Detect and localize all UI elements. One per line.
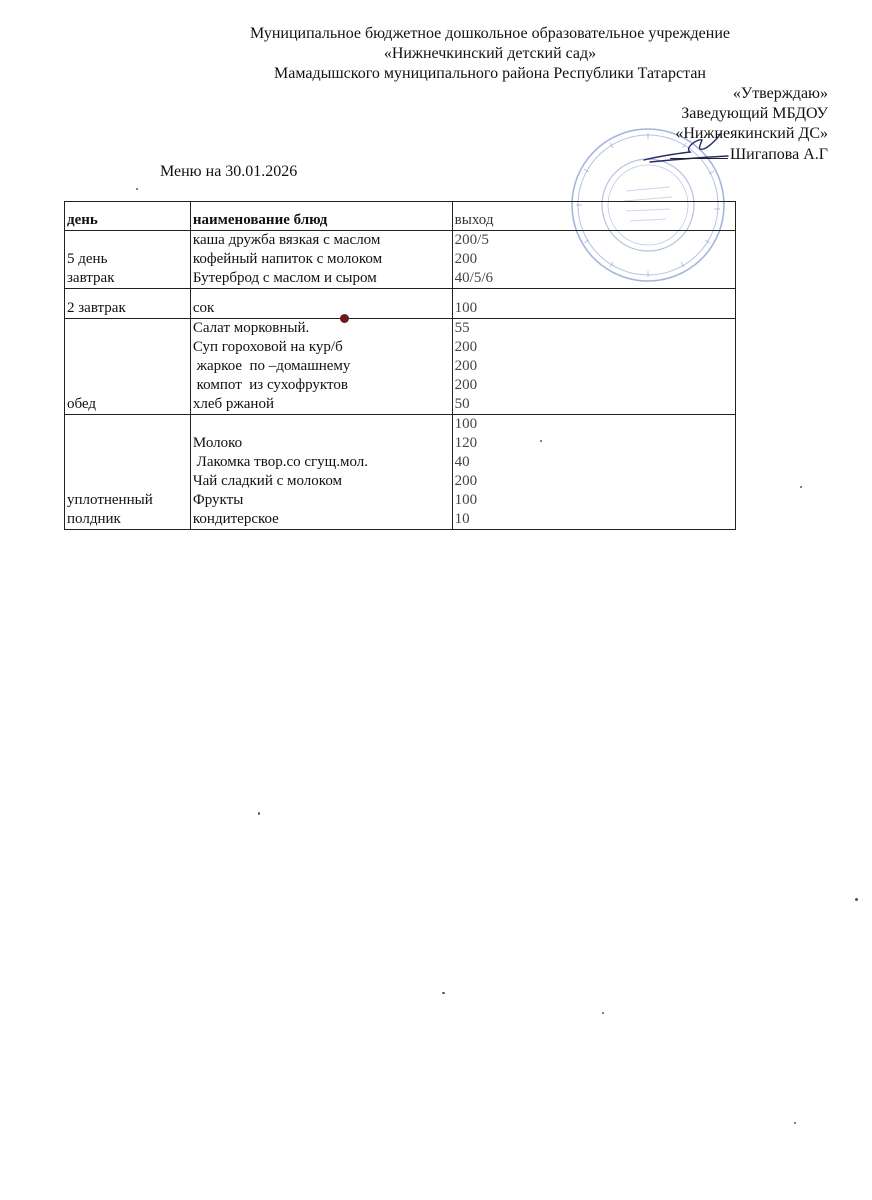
approve-signer: Шигапова А.Г: [730, 146, 828, 163]
output-value: 200: [454, 339, 478, 355]
output-cell: [452, 231, 735, 289]
approve-organization: «Нижнеякинский ДС»: [675, 125, 828, 142]
output-value: 50: [454, 396, 470, 412]
output-value: 40: [454, 454, 470, 470]
output-value: 200: [454, 251, 478, 267]
output-value: 10: [454, 511, 470, 527]
dish-cell: [190, 415, 452, 530]
dish-name: компот из сухофруктов: [192, 377, 348, 393]
table-row: [65, 319, 736, 415]
output-value: 100: [454, 416, 478, 432]
dish-name: Салат морковный.: [192, 320, 310, 336]
header-line-1: Муниципальное бюджетное дошкольное образовательное учреждение: [250, 25, 730, 42]
signature-line: [670, 144, 728, 159]
meal-label: 5 день: [67, 251, 108, 267]
scan-dot: [794, 1122, 796, 1124]
output-cell: [452, 289, 735, 319]
scan-dot: [442, 992, 445, 994]
meal-label: завтрак: [67, 270, 115, 286]
output-value: 100: [454, 492, 478, 508]
output-value: 200: [454, 358, 478, 374]
dish-name: Лакомка твор.со сгущ.мол.: [192, 454, 369, 470]
institution-header: [130, 24, 850, 84]
meal-label: 2 завтрак: [67, 300, 126, 316]
menu-title: Меню на 30.01.2026: [160, 163, 298, 180]
header-output: выход: [452, 202, 735, 231]
dish-name: Суп гороховой на кур/б: [192, 339, 343, 355]
dish-name: [193, 415, 450, 434]
output-cell: [452, 319, 735, 415]
dish-name: хлеб ржаной: [192, 396, 274, 412]
dish-name: Бутерброд с маслом и сыром: [192, 270, 377, 286]
header-line-3: Мамадышского муниципального района Республики Татарстан: [274, 65, 706, 82]
dish-name: каша дружба вязкая с маслом: [192, 232, 381, 248]
scan-dot: [855, 898, 858, 901]
scan-dot: [540, 440, 542, 442]
output-value: 100: [454, 300, 478, 316]
dish-name: жаркое по –домашнему: [192, 358, 351, 374]
ink-speck: [340, 314, 349, 323]
meal-label: обед: [67, 396, 97, 412]
scan-dot: [602, 1012, 604, 1014]
dish-name: сок: [192, 300, 215, 316]
table-row: [65, 231, 736, 289]
dish-name: Молоко: [192, 435, 243, 451]
dish-cell: [190, 319, 452, 415]
dish-name: кондитерское: [192, 511, 279, 527]
meal-cell: [65, 289, 191, 319]
meal-cell: [65, 319, 191, 415]
table-row: [65, 415, 736, 530]
scan-dot: [800, 486, 802, 488]
output-value: 200: [454, 377, 478, 393]
dish-name: Чай сладкий с молоком: [192, 473, 343, 489]
meal-label: полдник: [67, 511, 121, 527]
output-cell: [452, 415, 735, 530]
scan-dot: [136, 188, 138, 190]
approve-signer-row: [588, 144, 828, 165]
header-line-2: «Нижнечкинский детский сад»: [383, 45, 597, 62]
scan-dot: [258, 812, 260, 815]
meal-label: уплотненный: [67, 492, 153, 508]
header-dish: наименование блюд: [190, 202, 452, 231]
approval-block: [588, 84, 828, 165]
meal-cell: [65, 231, 191, 289]
meal-cell: [65, 415, 191, 530]
output-value: 200/5: [454, 232, 489, 248]
output-value: 200: [454, 473, 478, 489]
approve-word: «Утверждаю»: [732, 85, 828, 102]
dish-cell: [190, 231, 452, 289]
output-value: 120: [454, 435, 478, 451]
approve-position: Заведующий МБДОУ: [681, 105, 828, 122]
dish-name: Фрукты: [192, 492, 244, 508]
table-header-row: [65, 202, 736, 231]
dish-cell: [190, 289, 452, 319]
table-row: [65, 289, 736, 319]
menu-table: [64, 201, 736, 530]
output-value: 40/5/6: [454, 270, 493, 286]
dish-name: кофейный напиток с молоком: [192, 251, 383, 267]
output-value: 55: [454, 320, 470, 336]
header-day: день: [65, 202, 191, 231]
